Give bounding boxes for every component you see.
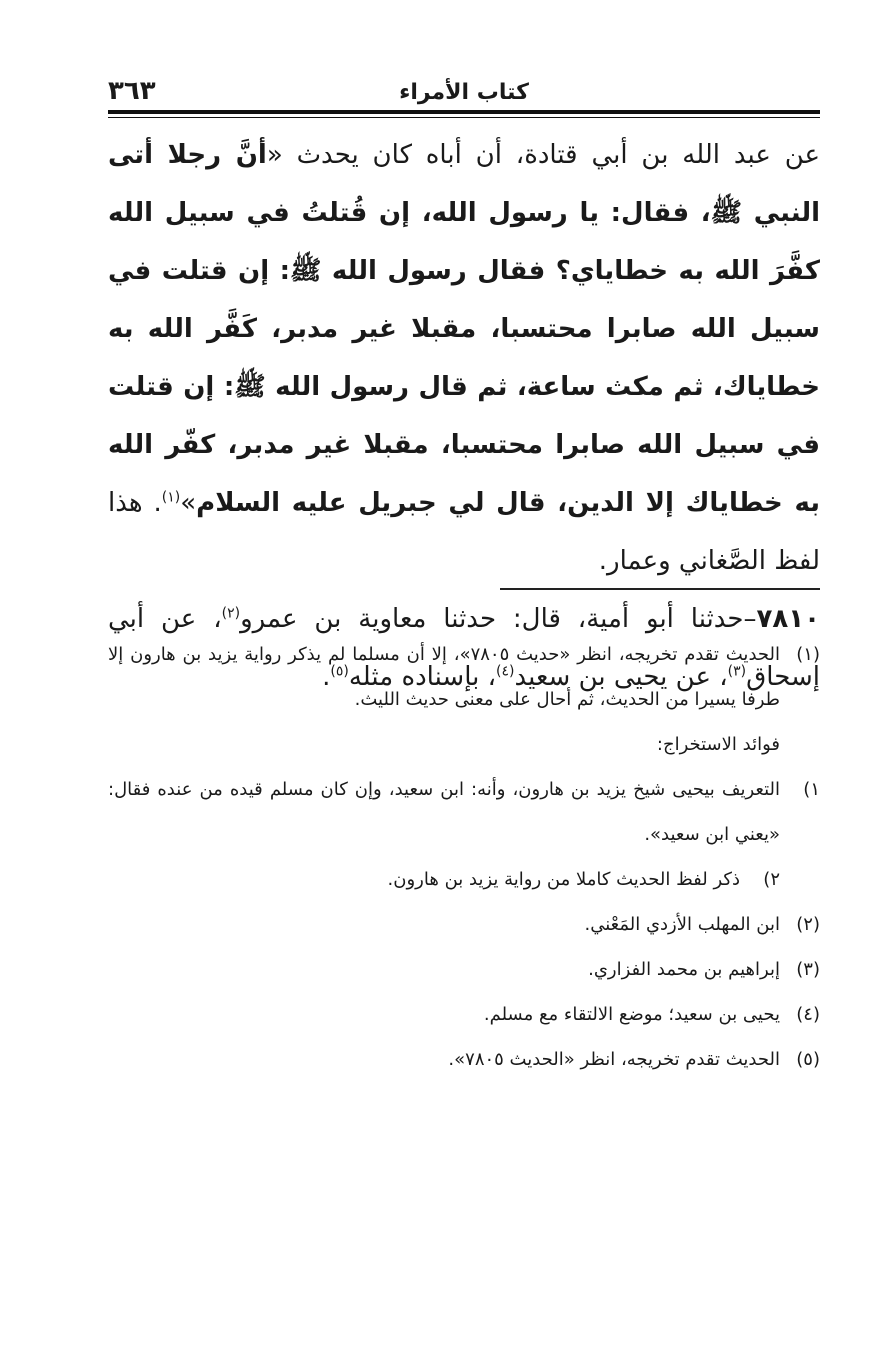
- footnote-number: (٤): [796, 1004, 820, 1025]
- footnote-ref-1: (١): [161, 489, 181, 506]
- page-number: ٣٦٣: [108, 76, 156, 106]
- benefit-text: التعريف بيحيى شيخ يزيد بن هارون، وأنه: ابن سعيد، وإن كان مسلم قيده من عنده فقال: «يعني ابن سعيد».: [108, 779, 780, 845]
- hadith-matn: أنَّ رجلا أتى النبي ﷺ، فقال: يا رسول الله، إن قُتلتُ في سبيل الله كفَّرَ الله به خطاياي؟ فقال رسول الله ﷺ: إن قتلت في سبيل الله صابرا محتسبا، مقبلا غير مدبر، كَفَّر الله به خطاياك، ثم مكث ساعة، ثم قال رسول الله ﷺ: إن قتلت في سبيل الله صابرا محتسبا، مقبلا غير مدبر، كفّر الله به خطاياك إلا الدين، قال لي جبريل عليه السلام: [108, 140, 820, 518]
- footnotes: [108, 632, 820, 1082]
- isnad-end: .: [322, 662, 331, 692]
- benefit-number: ٢): [763, 869, 780, 890]
- hadith-attribution: . هذا لفظ الصَّغاني وعمار.: [108, 488, 820, 576]
- footnote-4: [108, 992, 820, 1037]
- footnote-text: إبراهيم بن محمد الفزاري.: [588, 959, 780, 980]
- main-text: [108, 126, 820, 706]
- chapter-title: كتاب الأمراء: [399, 80, 529, 105]
- benefit-number: ١): [803, 779, 820, 800]
- footnote-text: ابن المهلب الأزدي المَعْني.: [584, 914, 780, 935]
- footnote-2: [108, 902, 820, 947]
- benefits-heading: فوائد الاستخراج:: [656, 734, 780, 755]
- isnad-part-2: ، عن أبي إسحاق: [108, 604, 820, 692]
- footnote-ref-5: (٥): [330, 663, 349, 680]
- isnad-part-4: ، بإسناده مثله: [348, 662, 497, 692]
- footnote-separator: [500, 588, 820, 590]
- benefit-text: ذكر لفظ الحديث كاملا من رواية يزيد بن هارون.: [387, 869, 740, 890]
- footnote-text: الحديث تقدم تخريجه، انظر «حديث ٧٨٠٥»، إلا أن مسلما لم يذكر رواية يزيد بن هارون إلا طرفا يسيرا من الحديث، ثم أحال على معنى حديث الليث.: [108, 644, 780, 710]
- quote-close: »: [180, 488, 197, 518]
- benefit-item-1: [108, 767, 820, 857]
- footnote-number: (٢): [796, 914, 820, 935]
- footnote-number: (٥): [796, 1049, 820, 1070]
- footnote-ref-3: (٣): [727, 663, 747, 680]
- footnote-1: [108, 632, 820, 722]
- footnote-text: يحيى بن سعيد؛ موضع الالتقاء مع مسلم.: [483, 1004, 780, 1025]
- page-header: [108, 72, 820, 112]
- footnote-number: (٣): [796, 959, 820, 980]
- isnad-part-1: –حدثنا أبو أمية، قال: حدثنا معاوية بن عمرو: [240, 604, 757, 634]
- hadith-paragraph: [108, 126, 820, 590]
- footnote-ref-4: (٤): [496, 663, 515, 680]
- footnote-ref-2: (٢): [221, 605, 241, 622]
- footnote-number: (١): [796, 644, 820, 665]
- benefit-item-2: [108, 857, 820, 902]
- isnad-part-3: ، عن يحيى بن سعيد: [514, 662, 728, 692]
- footnote-3: [108, 947, 820, 992]
- footnote-5: [108, 1037, 820, 1082]
- header-rule-thick: [108, 110, 820, 114]
- hadith-chain: عن عبد الله بن أبي قتادة، أن أباه كان يحدث «: [266, 140, 820, 170]
- header-rule-thin: [108, 117, 820, 118]
- hadith-number: ٧٨١٠: [756, 604, 820, 634]
- footnote-text: الحديث تقدم تخريجه، انظر «الحديث ٧٨٠٥».: [448, 1049, 780, 1070]
